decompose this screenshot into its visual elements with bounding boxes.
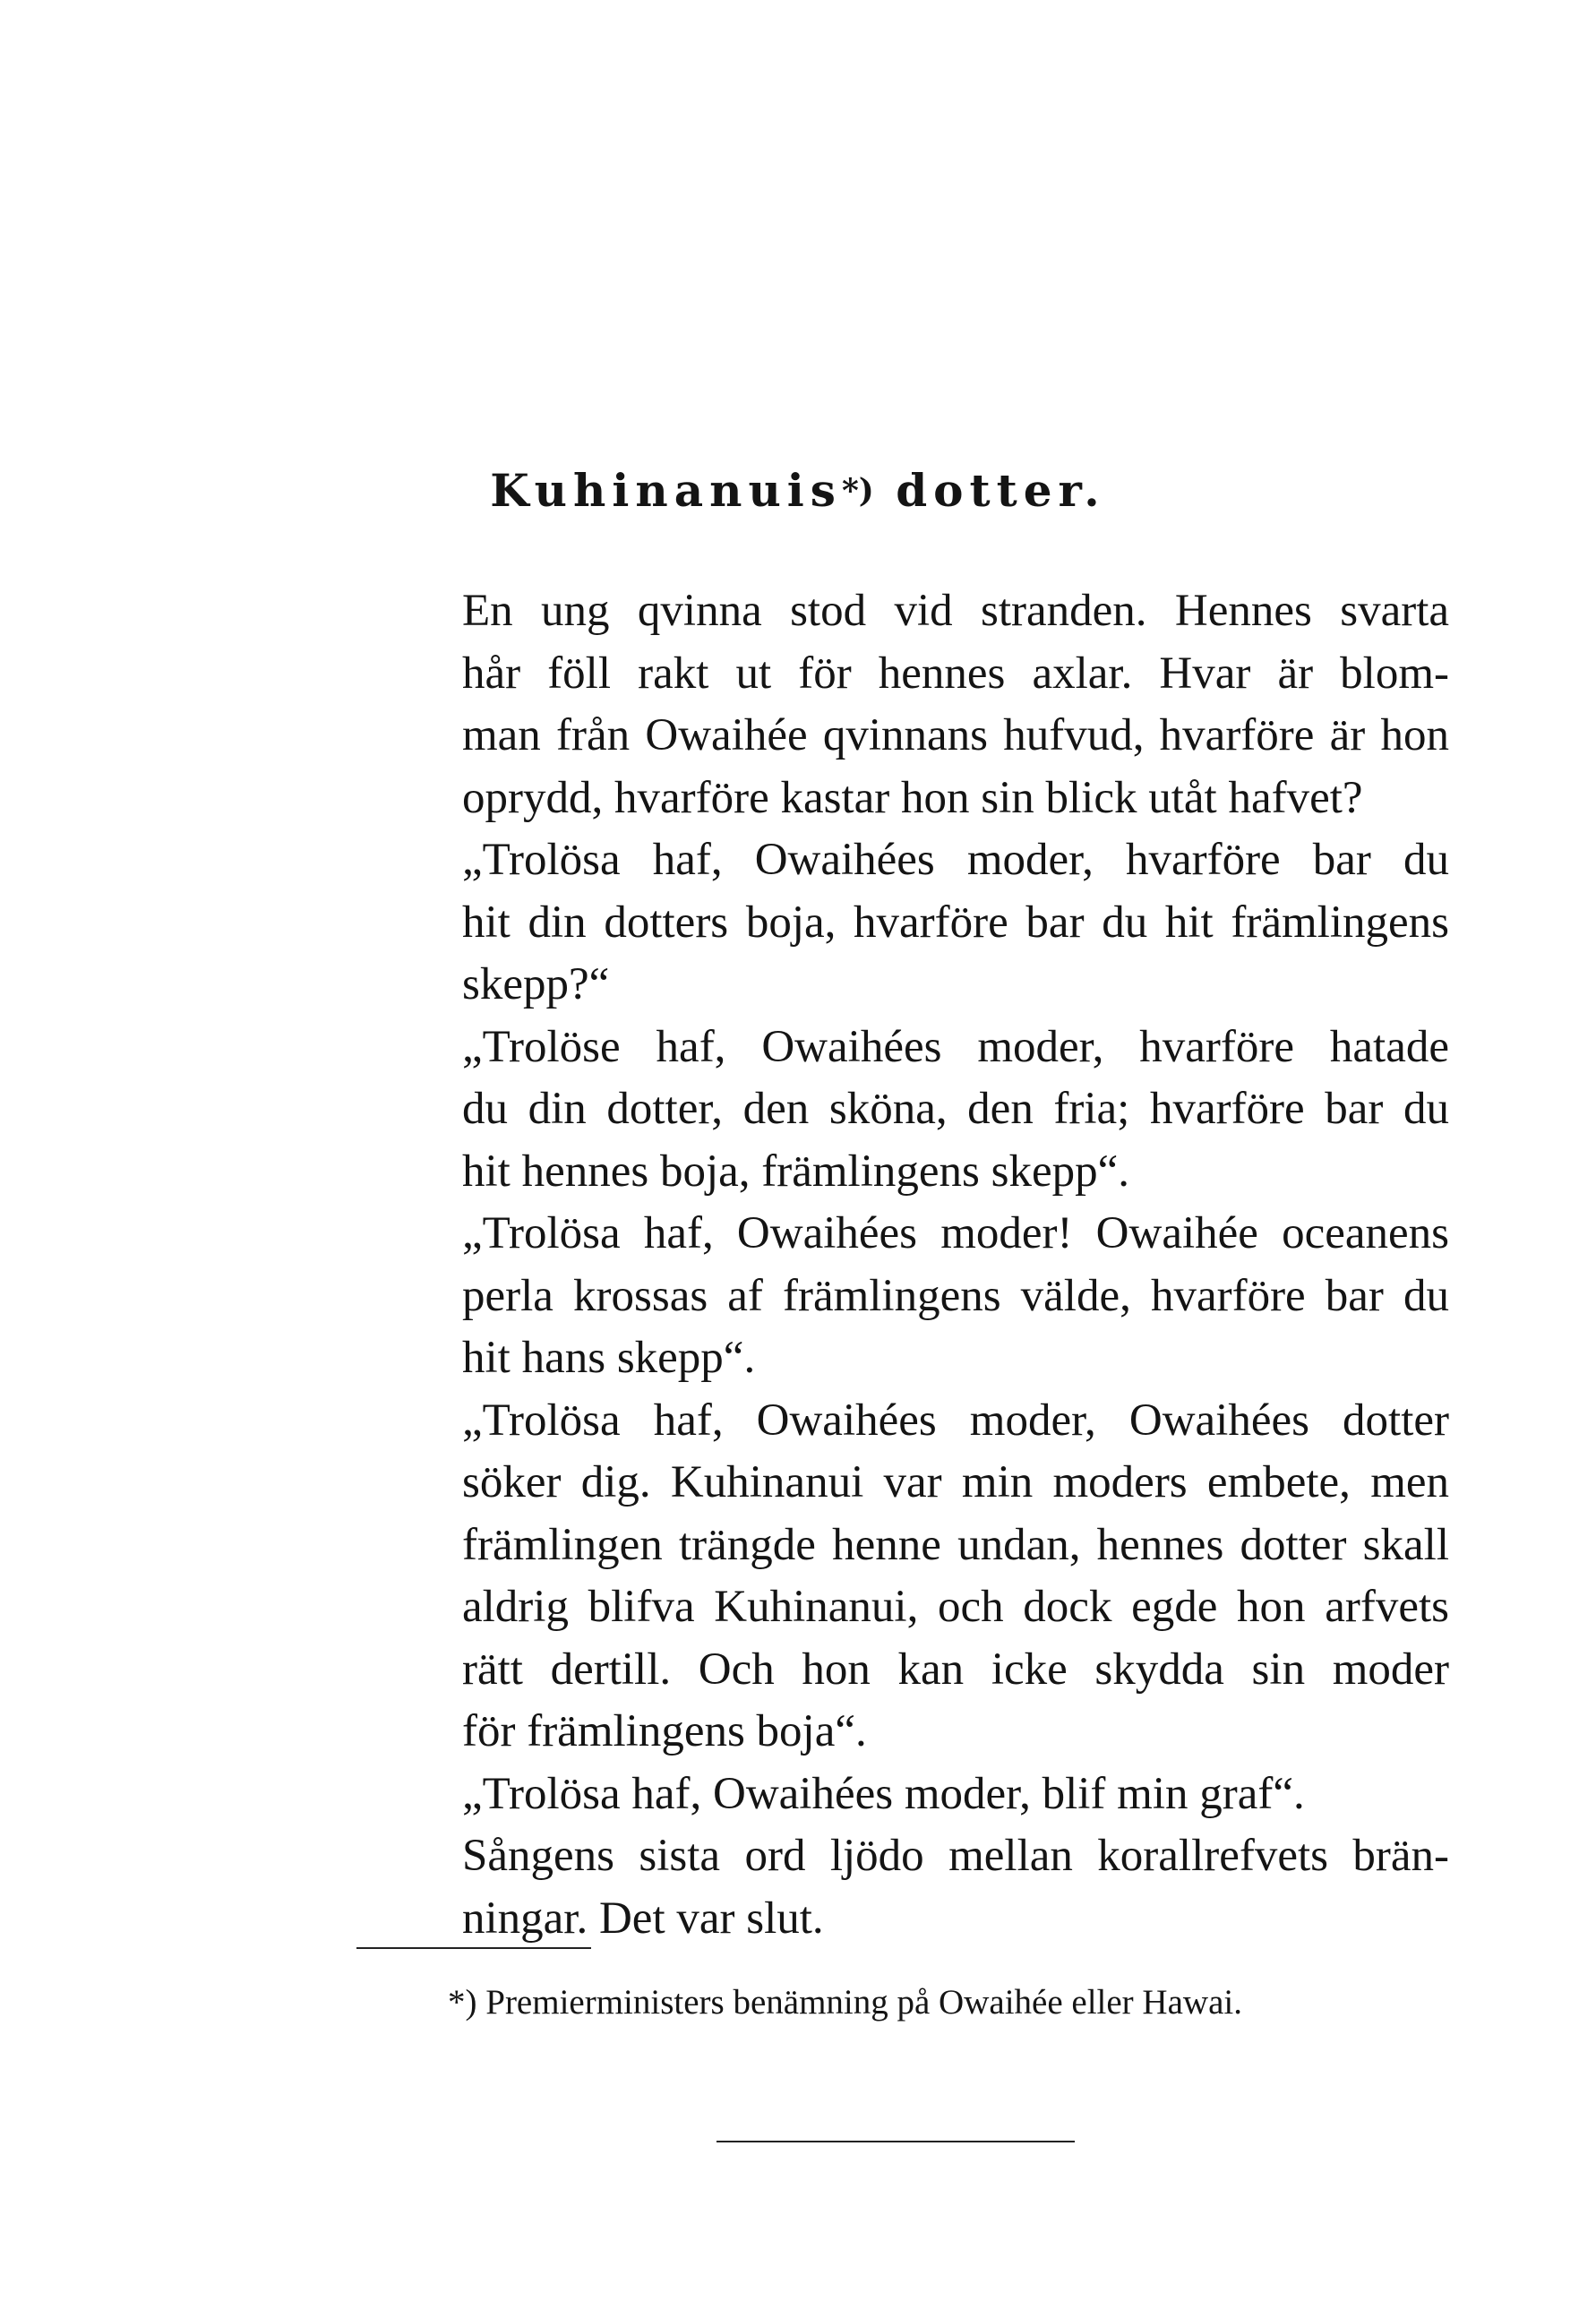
paragraph-1 — [356, 580, 1449, 829]
paragraph-4 — [356, 1203, 1449, 1390]
paragraph-2 — [356, 829, 1449, 1017]
text-line: „Trolösa haf, Owaihées moder! Owaihée oceanens — [462, 1208, 1449, 1258]
text-line: för främlingens boja“. — [462, 1706, 867, 1756]
text-line: söker dig. Kuhinanui var min moders embete, men — [462, 1457, 1449, 1507]
text-line: En ung qvinna stod vid stranden. Hennes svarta — [462, 586, 1449, 636]
text-line: Sångens sista ord ljödo mellan korallrefvets brän- — [462, 1831, 1449, 1881]
footnote-text: Premierministers benämning på Owaihée eller Hawai. — [485, 1983, 1242, 2022]
text-line: „Trolösa haf, Owaihées moder, Owaihées dotter — [462, 1395, 1449, 1446]
text-line: „Trolösa haf, Owaihées moder, hvarföre bar du — [462, 835, 1449, 885]
text-line: du din dotter, den sköna, den fria; hvarföre bar du — [462, 1084, 1449, 1134]
text-line: „Trolöse haf, Owaihées moder, hvarföre hatade — [462, 1021, 1449, 1072]
text-line: „Trolösa haf, Owaihées moder, blif min graf“. — [462, 1768, 1305, 1819]
text-line: oprydd, hvarföre kastar hon sin blick utåt hafvet? — [462, 772, 1363, 823]
footnote — [448, 1979, 1451, 2026]
chapter-title — [0, 464, 1596, 518]
text-line: ningar. Det var slut. — [462, 1893, 824, 1944]
text-line: hit hennes boja, främlingens skepp“. — [462, 1146, 1129, 1197]
title-word-kuhinanuis: Kuhinanuis — [490, 464, 842, 517]
text-line: hår föll rakt ut för hennes axlar. Hvar är blom- — [462, 648, 1449, 699]
text-line: aldrig blifva Kuhinanui, och dock egde hon arfvets — [462, 1582, 1449, 1632]
text-line: rätt dertill. Och hon kan icke skydda sin moder — [462, 1644, 1449, 1695]
paragraph-6 — [356, 1764, 1449, 1826]
title-word-dotter: dotter. — [896, 464, 1106, 517]
text-line: hit din dotters boja, hvarföre bar du hit främlingens — [462, 897, 1449, 948]
body-text — [356, 580, 1449, 1950]
text-line: främlingen trängde henne undan, hennes dotter skall — [462, 1519, 1449, 1570]
text-line: skepp?“ — [462, 959, 610, 1009]
end-rule — [716, 2141, 1075, 2142]
text-line: perla krossas af främlingens välde, hvarföre bar du — [462, 1270, 1449, 1321]
paragraph-5 — [356, 1390, 1449, 1764]
text-line: hit hans skepp“. — [462, 1333, 756, 1383]
title-footnote-marker: *) — [841, 472, 874, 510]
text-line: man från Owaihée qvinnans hufvud, hvarföre är hon — [462, 710, 1449, 760]
paragraph-7 — [356, 1825, 1449, 1950]
footnote-divider — [356, 1947, 591, 1949]
footnote-marker: *) — [448, 1983, 477, 2022]
paragraph-3 — [356, 1017, 1449, 1204]
